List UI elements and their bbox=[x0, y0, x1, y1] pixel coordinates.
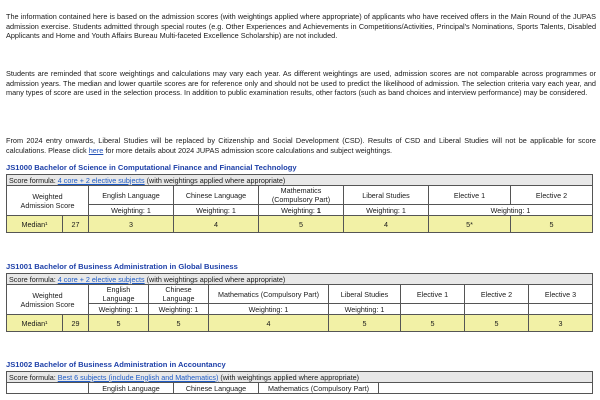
median-cell: 5 bbox=[465, 315, 529, 332]
score-formula-link[interactable]: 4 core + 2 elective subjects bbox=[57, 175, 145, 185]
programme-title-js1002: JS1002 Bachelor of Business Administration in Accountancy bbox=[6, 360, 226, 369]
score-table-js1002 bbox=[6, 371, 593, 394]
weighted-score-header: Weighted Admission Score bbox=[7, 285, 89, 315]
score-formula: Score formula: 4 core + 2 elective subjects (with weightings applied where appropriate) bbox=[7, 274, 593, 285]
subject-header: Chinese Language bbox=[174, 186, 259, 205]
median-cell: 5* bbox=[429, 216, 511, 233]
median-cell: 4 bbox=[344, 216, 429, 233]
median-cell: 5 bbox=[511, 216, 593, 233]
median-score: 27 bbox=[63, 216, 89, 233]
subject-header: Elective 3 bbox=[529, 285, 593, 304]
median-cell: 5 bbox=[329, 315, 401, 332]
subject-header: English Language bbox=[89, 186, 174, 205]
subject-header: Liberal Studies bbox=[344, 186, 429, 205]
subject-header: Elective 2 bbox=[465, 285, 529, 304]
subject-header: English Language bbox=[89, 285, 149, 304]
median-label: Median¹ bbox=[7, 216, 63, 233]
score-table-js1001 bbox=[6, 273, 593, 332]
median-cell: 3 bbox=[89, 216, 174, 233]
score-table-js1000 bbox=[6, 174, 593, 233]
weighting-cell: Weighting: 1 bbox=[344, 205, 429, 216]
weighting-cell: Weighting: 1 bbox=[259, 205, 344, 216]
weighting-cell: Weighting: 1 bbox=[209, 304, 329, 315]
intro-paragraph-3 bbox=[6, 136, 596, 155]
para3-text-a: From 2024 entry onwards, Liberal Studies will be replaced by Citizenship and Social Development (CSD). Results of CSD and Liberal Studies will not be applicable for score calculations. Please click bbox=[6, 136, 596, 155]
weighted-score-header: Weighted Admission Score bbox=[7, 186, 89, 216]
subject-header: Chinese Language bbox=[174, 383, 259, 394]
median-cell: 4 bbox=[209, 315, 329, 332]
weighting-cell: Weighting: 1 bbox=[89, 205, 174, 216]
median-score: 29 bbox=[63, 315, 89, 332]
subject-header: Elective 1 bbox=[401, 285, 465, 304]
weighting-cell-empty bbox=[401, 304, 465, 315]
programme-title-js1001: JS1001 Bachelor of Business Administration in Global Business bbox=[6, 262, 238, 271]
score-formula-link[interactable]: 4 core + 2 elective subjects bbox=[57, 274, 145, 284]
median-label: Median¹ bbox=[7, 315, 63, 332]
intro-paragraph-2: Students are reminded that score weightings and calculations may vary each year. As different weightings are used, admission scores are not comparable across programmes or admission years. The median and lower quartile scores are for reference only and should not be used to predict the likelihood of admission. The selection criteria vary each year, and many types of score are used in the selection process. In addition to public examination results, other factors (such as band choices and interview performance) may be considered. bbox=[6, 69, 596, 98]
score-formula: Score formula: 4 core + 2 elective subjects (with weightings applied where appropriate) bbox=[7, 175, 593, 186]
score-formula-link[interactable]: Best 6 subjects (include English and Mathematics) bbox=[57, 372, 219, 382]
weighting-cell-empty bbox=[529, 304, 593, 315]
weighted-score-header bbox=[7, 383, 89, 394]
weighting-cell: Weighting: 1 bbox=[89, 304, 149, 315]
median-cell: 4 bbox=[174, 216, 259, 233]
median-cell: 5 bbox=[149, 315, 209, 332]
para3-text-b: for more details about 2024 JUPAS admission score calculations and subject weightings. bbox=[103, 145, 393, 155]
score-formula: Score formula: Best 6 subjects (include English and Mathematics) (with weightings applied where appropriate) bbox=[7, 372, 593, 383]
programme-title-js1000: JS1000 Bachelor of Science in Computational Finance and Financial Technology bbox=[6, 163, 297, 172]
subject-header-empty bbox=[379, 383, 593, 394]
median-cell: 5 bbox=[89, 315, 149, 332]
median-cell: 5 bbox=[259, 216, 344, 233]
here-link[interactable]: here bbox=[88, 145, 104, 155]
median-cell: 5 bbox=[401, 315, 465, 332]
intro-paragraph-1: The information contained here is based on the admission scores (with weightings applied where appropriate) of applicants who have received offers in the Main Round of the JUPAS admission exercise. Students admitted through special routes (e.g. Other Experiences and Achievements in Competitions/Activities, Principal's Nominations, Sports Talents, Disabled Applicants and Home and Youth Affairs Bureau Multi-faceted Excellence Scholarship) are not included. bbox=[6, 12, 596, 41]
median-cell: 3 bbox=[529, 315, 593, 332]
weighting-cell: Weighting: 1 bbox=[429, 205, 593, 216]
weighting-cell: Weighting: 1 bbox=[329, 304, 401, 315]
subject-header: Liberal Studies bbox=[329, 285, 401, 304]
subject-header: Mathematics (Compulsory Part) bbox=[209, 285, 329, 304]
weighting-cell: Weighting: 1 bbox=[174, 205, 259, 216]
subject-header: Elective 1 bbox=[429, 186, 511, 205]
subject-header: Mathematics (Compulsory Part) bbox=[259, 186, 344, 205]
subject-header: Elective 2 bbox=[511, 186, 593, 205]
subject-header: Chinese Language bbox=[149, 285, 209, 304]
subject-header: Mathematics (Compulsory Part) bbox=[259, 383, 379, 394]
weighting-cell-empty bbox=[465, 304, 529, 315]
subject-header: English Language bbox=[89, 383, 174, 394]
weighting-cell: Weighting: 1 bbox=[149, 304, 209, 315]
